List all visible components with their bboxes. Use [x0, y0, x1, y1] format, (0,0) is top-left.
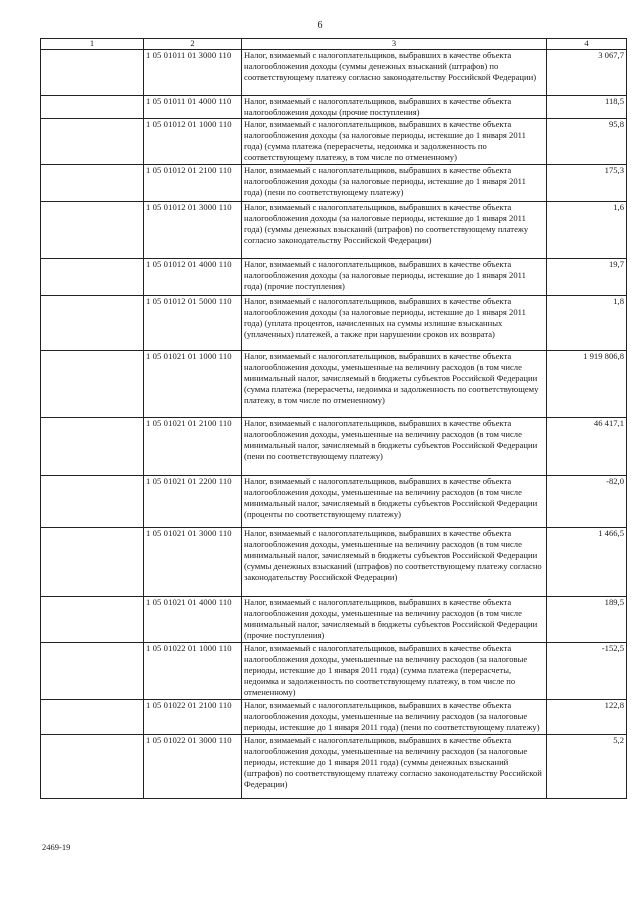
amount-value: 122,8: [547, 700, 627, 735]
budget-classification-code: 1 05 01022 01 2100 110: [144, 700, 242, 735]
amount-value: 1,8: [547, 296, 627, 351]
revenue-description: Налог, взимаемый с налогоплательщиков, выбравших в качестве объекта налогообложения доходы, уменьшенные на величину расходов (в том числе минимальный налог, зачисляемый в бюджеты субъектов Российской Федерации (пени по соответствующему платежу): [242, 418, 547, 476]
table-row: [41, 296, 627, 351]
column-header-4: 4: [547, 39, 627, 50]
amount-value: 3 067,7: [547, 50, 627, 96]
amount-value: 189,5: [547, 597, 627, 643]
table-row: [41, 597, 627, 643]
revenue-description: Налог, взимаемый с налогоплательщиков, выбравших в качестве объекта налогообложения доходы, уменьшенные на величину расходов (в том числе минимальный налог, зачисляемый в бюджеты субъектов Российской Федерации (проценты по соответствующему платежу): [242, 476, 547, 528]
table-row: [41, 643, 627, 700]
budget-classification-code: 1 05 01021 01 2100 110: [144, 418, 242, 476]
revenue-description: Налог, взимаемый с налогоплательщиков, выбравших в качестве объекта налогообложения доходы, уменьшенные на величину расходов (за налоговые периоды, истекшие до 1 января 2011 года) (сумма платежа (перерасчеты, недоимка и задолженность по соответствующему платежу, в том числе по отмененному): [242, 643, 547, 700]
budget-classification-code: 1 05 01021 01 1000 110: [144, 351, 242, 418]
table-row: [41, 351, 627, 418]
column-header-2: 2: [144, 39, 242, 50]
row-number-cell: [41, 202, 144, 259]
revenue-description: Налог, взимаемый с налогоплательщиков, выбравших в качестве объекта налогообложения доходы, уменьшенные на величину расходов (за налоговые периоды, истекшие до 1 января 2011 года) (пени по соответствующему платежу): [242, 700, 547, 735]
amount-value: 19,7: [547, 259, 627, 296]
row-number-cell: [41, 597, 144, 643]
table-row: [41, 735, 627, 799]
budget-classification-code: 1 05 01022 01 3000 110: [144, 735, 242, 799]
document-footer-code: 2469-19: [42, 842, 71, 852]
amount-value: -152,5: [547, 643, 627, 700]
page-number: 6: [317, 20, 323, 31]
row-number-cell: [41, 96, 144, 119]
row-number-cell: [41, 643, 144, 700]
budget-classification-code: 1 05 01011 01 3000 110: [144, 50, 242, 96]
table-row: [41, 119, 627, 165]
column-header-1: 1: [41, 39, 144, 50]
revenue-description: Налог, взимаемый с налогоплательщиков, выбравших в качестве объекта налогообложения доходы (за налоговые периоды, истекшие до 1 января 2011 года) (уплата процентов, начисленных на суммы излишне взысканных (уплаченных) платежей, а также при нарушении сроков их возврата): [242, 296, 547, 351]
revenue-description: Налог, взимаемый с налогоплательщиков, выбравших в качестве объекта налогообложения доходы, уменьшенные на величину расходов (за налоговые периоды, истекшие до 1 января 2011 года) (суммы денежных взысканий (штрафов) по соответствующему платежу согласно законодательству Российской Федерации): [242, 735, 547, 799]
row-number-cell: [41, 476, 144, 528]
row-number-cell: [41, 165, 144, 202]
revenue-description: Налог, взимаемый с налогоплательщиков, выбравших в качестве объекта налогообложения доходы (за налоговые периоды, истекшие до 1 января 2011 года) (суммы денежных взысканий (штрафов) по соответствующему платежу согласно законодательству Российской Федерации): [242, 202, 547, 259]
row-number-cell: [41, 119, 144, 165]
row-number-cell: [41, 700, 144, 735]
row-number-cell: [41, 50, 144, 96]
revenue-description: Налог, взимаемый с налогоплательщиков, выбравших в качестве объекта налогообложения доходы, уменьшенные на величину расходов (в том числе минимальный налог, зачисляемый в бюджеты субъектов Российской Федерации (прочие поступления): [242, 597, 547, 643]
revenue-description: Налог, взимаемый с налогоплательщиков, выбравших в качестве объекта налогообложения доходы (суммы денежных взысканий (штрафов) по соответствующему платежу согласно законодательству Российской Федерации): [242, 50, 547, 96]
revenue-description: Налог, взимаемый с налогоплательщиков, выбравших в качестве объекта налогообложения доходы (за налоговые периоды, истекшие до 1 января 2011 года) (сумма платежа (перерасчеты, недоимка и задолженность по соответствующему платежу, в том числе по отмененному): [242, 119, 547, 165]
amount-value: -82,0: [547, 476, 627, 528]
budget-classification-code: 1 05 01021 01 4000 110: [144, 597, 242, 643]
row-number-cell: [41, 528, 144, 597]
table-row: [41, 259, 627, 296]
revenue-description: Налог, взимаемый с налогоплательщиков, выбравших в качестве объекта налогообложения доходы, уменьшенные на величину расходов (в том числе минимальный налог, зачисляемый в бюджеты субъектов Российской Федерации (суммы денежных взысканий (штрафов) по соответствующему платежу согласно законодательству Российской Федерации): [242, 528, 547, 597]
budget-classification-code: 1 05 01012 01 1000 110: [144, 119, 242, 165]
table-row: [41, 202, 627, 259]
amount-value: 118,5: [547, 96, 627, 119]
table-row: [41, 165, 627, 202]
revenue-description: Налог, взимаемый с налогоплательщиков, выбравших в качестве объекта налогообложения доходы (за налоговые периоды, истекшие до 1 января 2011 года) (прочие поступления): [242, 259, 547, 296]
amount-value: 5,2: [547, 735, 627, 799]
amount-value: 95,8: [547, 119, 627, 165]
revenue-description: Налог, взимаемый с налогоплательщиков, выбравших в качестве объекта налогообложения доходы (прочие поступления): [242, 96, 547, 119]
row-number-cell: [41, 351, 144, 418]
row-number-cell: [41, 735, 144, 799]
amount-value: 175,3: [547, 165, 627, 202]
revenue-description: Налог, взимаемый с налогоплательщиков, выбравших в качестве объекта налогообложения доходы, уменьшенные на величину расходов (в том числе минимальный налог, зачисляемый в бюджеты субъектов Российской Федерации (сумма платежа (перерасчеты, недоимка и задолженность по соответствующему платежу, в том числе по отмененному): [242, 351, 547, 418]
budget-classification-code: 1 05 01012 01 4000 110: [144, 259, 242, 296]
amount-value: 46 417,1: [547, 418, 627, 476]
amount-value: 1 919 806,8: [547, 351, 627, 418]
column-header-3: 3: [242, 39, 547, 50]
budget-classification-code: 1 05 01022 01 1000 110: [144, 643, 242, 700]
budget-classification-code: 1 05 01012 01 5000 110: [144, 296, 242, 351]
table-row: [41, 96, 627, 119]
amount-value: 1 466,5: [547, 528, 627, 597]
budget-classification-code: 1 05 01012 01 3000 110: [144, 202, 242, 259]
table-row: [41, 476, 627, 528]
budget-classification-code: 1 05 01011 01 4000 110: [144, 96, 242, 119]
row-number-cell: [41, 418, 144, 476]
revenue-description: Налог, взимаемый с налогоплательщиков, выбравших в качестве объекта налогообложения доходы (за налоговые периоды, истекшие до 1 января 2011 года) (пени по соответствующему платежу): [242, 165, 547, 202]
amount-value: 1,6: [547, 202, 627, 259]
row-number-cell: [41, 296, 144, 351]
budget-classification-code: 1 05 01021 01 2200 110: [144, 476, 242, 528]
table-row: [41, 700, 627, 735]
budget-classification-code: 1 05 01021 01 3000 110: [144, 528, 242, 597]
row-number-cell: [41, 259, 144, 296]
budget-revenue-table: [40, 38, 627, 799]
table-row: [41, 528, 627, 597]
budget-classification-code: 1 05 01012 01 2100 110: [144, 165, 242, 202]
table-row: [41, 50, 627, 96]
table-header-row: [41, 39, 627, 50]
table-row: [41, 418, 627, 476]
